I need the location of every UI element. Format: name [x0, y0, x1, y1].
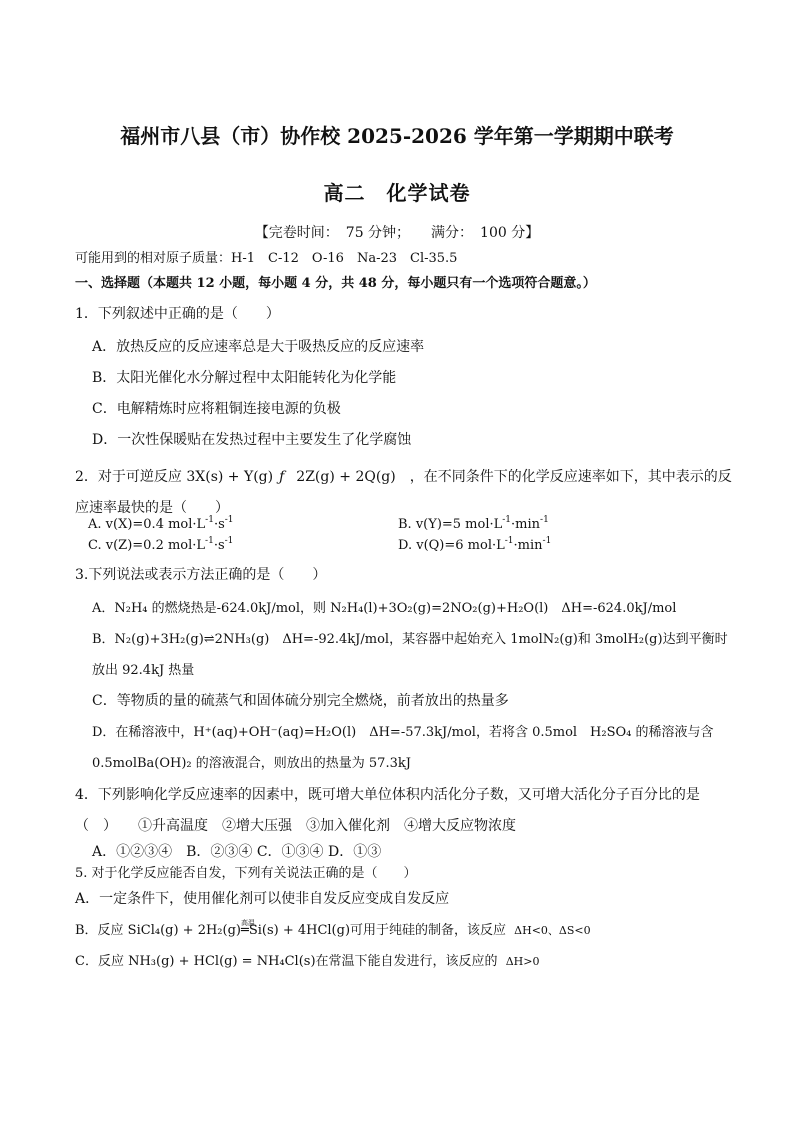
- section-heading: 一、选择题（本题共 12 小题，每小题 4 分，共 48 分，每小题只有一个选项符合题意。）: [75, 276, 596, 291]
- q2-b-sup2: -1: [540, 515, 549, 525]
- q4-stem: 4．下列影响化学反应速率的因素中，既可增大单位体积内活化分子数，又可增大活化分子百分比的是: [75, 787, 700, 803]
- q3-option-a: A．N₂H₄ 的燃烧热是-624.0kJ/mol，则 N₂H₄(l)+3O₂(g)=2NO₂(g)+H₂O(l) ΔH=-624.0kJ/mol: [92, 601, 677, 616]
- q2-c-sup2: -1: [224, 536, 234, 546]
- q2-c-sup1: -1: [205, 536, 214, 546]
- q2-a-text: A. v(X)=0.4 mol·L: [88, 517, 206, 532]
- q1-option-b: B．太阳光催化水分解过程中太阳能转化为化学能: [92, 370, 397, 386]
- q2-option-d: [398, 538, 551, 553]
- q5-b-tail: ΔH<0、ΔS<0: [514, 924, 591, 937]
- page-title: 福州市八县（市）协作校 2025-2026 学年第一学期期中联考: [120, 124, 674, 148]
- q5-option-c: [75, 950, 539, 969]
- q2-b-unit: ·min: [511, 517, 541, 532]
- q2-b-text: B. v(Y)=5 mol·L: [398, 517, 503, 532]
- q5-b-pre: B．反应 SiCl₄(g) + 2H₂(g): [75, 923, 241, 938]
- q2-option-c: [88, 538, 233, 553]
- q2-c-text: C. v(Z)=0.2 mol·L: [88, 538, 206, 553]
- q1-option-a: A．放热反应的反应速率总是大于吸热反应的反应速率: [92, 339, 425, 355]
- reaction-condition: 高温: [240, 919, 255, 927]
- q2-d-sup1: -1: [504, 536, 514, 546]
- q5-stem: 5. 对于化学反应能否自发，下列有关说法正确的是（ ）: [75, 866, 417, 881]
- q3-option-d: D．在稀溶液中，H⁺(aq)+OH⁻(aq)=H₂O(l) ΔH=-57.3kJ/mol，若将含 0.5mol H₂SO₄ 的稀溶液与含: [92, 725, 714, 740]
- q2-a-sup2: -1: [224, 515, 234, 525]
- page-subtitle: 高二 化学试卷: [323, 181, 471, 205]
- q1-stem: 1．下列叙述中正确的是（ ）: [75, 306, 280, 322]
- equilibrium-symbol: ƒ: [279, 469, 285, 485]
- q1-option-c: C．电解精炼时应将粗铜连接电源的负极: [92, 401, 341, 417]
- q2-d-text: D. v(Q)=6 mol·L: [398, 538, 505, 553]
- q2-stem-rest: 2Z(g) + 2Q(g) ，在不同条件下的化学反应速率如下，其中表示的反: [296, 469, 732, 485]
- q2-stem-prefix: 2．对于可逆反应 3X(s) + Y(g): [75, 469, 274, 485]
- q2-option-a: [88, 517, 234, 532]
- q4-options: A．①②③④ B．②③④ C．①③④ D．①③: [92, 844, 382, 860]
- high-temp-arrow: 高温 ═: [240, 919, 255, 938]
- q3-option-d-cont: 0.5molBa(OH)₂ 的溶液混合，则放出的热量为 57.3kJ: [92, 756, 411, 771]
- q3-option-b: B．N₂(g)+3H₂(g)⇌2NH₃(g) ΔH=-92.4kJ/mol，某容器中起始充入 1molN₂(g)和 3molH₂(g)达到平衡时: [92, 632, 728, 647]
- q5-b-post: Si(s) + 4HCl(g)可用于纯硅的制备，该反应: [248, 923, 507, 938]
- q5-c-pre: C．反应 NH₃(g) + HCl(g) = NH₄Cl(s)在常温下能自发进行，该反应的: [75, 954, 498, 969]
- q3-option-b-cont: 放出 92.4kJ 热量: [92, 663, 195, 678]
- q2-option-b: [398, 517, 549, 532]
- q2-d-unit: ·min: [513, 538, 543, 553]
- q3-option-c: C．等物质的量的硫蒸气和固体硫分别完全燃烧，前者放出的热量多: [92, 693, 509, 709]
- q1-option-d: D．一次性保暖贴在发热过程中主要发生了化学腐蚀: [92, 432, 412, 448]
- q2-stem-line2: 应速率最快的是（ ）: [75, 500, 229, 516]
- q5-option-a: A．一定条件下，使用催化剂可以使非自发反应变成自发反应: [75, 891, 450, 907]
- q2-stem: [75, 466, 732, 486]
- q2-b-sup1: -1: [502, 515, 512, 525]
- exam-info: 【完卷时间： 75 分钟； 满分： 100 分】: [254, 225, 540, 241]
- q5-c-tail: ΔH>0: [505, 955, 540, 968]
- q4-factors: （ ） ①升高温度 ②增大压强 ③加入催化剂 ④增大反应物浓度: [75, 818, 516, 834]
- q2-a-sup1: -1: [205, 515, 214, 525]
- atomic-masses: 可能用到的相对原子质量：H-1 C-12 O-16 Na-23 Cl-35.5: [75, 251, 458, 266]
- q3-stem: 3.下列说法或表示方法正确的是（ ）: [75, 567, 327, 583]
- q2-c-unit: ·s: [213, 538, 225, 553]
- q5-option-b: [75, 919, 591, 938]
- q2-d-sup2: -1: [542, 536, 552, 546]
- q2-a-unit: ·s: [213, 517, 225, 532]
